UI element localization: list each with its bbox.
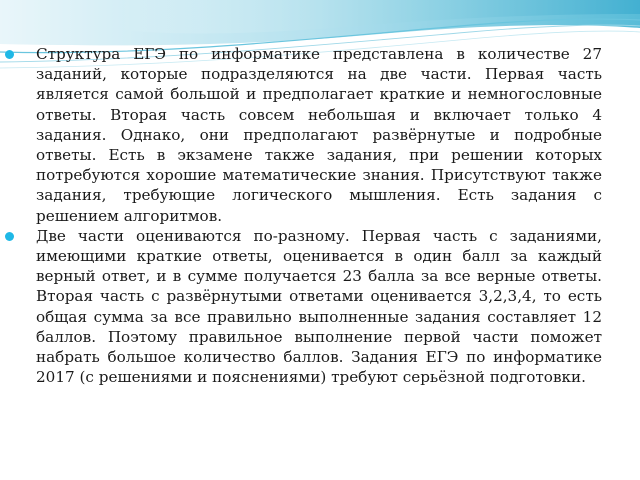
bullet-item-1: [36, 44, 602, 226]
slide-body: [36, 44, 602, 387]
bullet-item-2: [36, 226, 602, 388]
bullet-text-1: Структура ЕГЭ по информатике представлена в количестве 27 заданий, которые подразделяются на две части. Первая часть является самой большой и предполагает краткие и немногословные ответы. Вторая часть совсем небольшая и включает только 4 задания. Однако, они предполагают развёрнутые и подробные ответы. Есть в экзамене также задания, при решении которых потребуются хорошие математические знания. Присутствуют также задания, требующие логического мышления. Есть задания с решением алгоритмов.: [36, 45, 602, 225]
bullet-text-2: Две части оцениваются по-разному. Первая часть с заданиями, имеющими краткие ответы, оценивается в один балл за каждый верный ответ, и в сумме получается 23 балла за все верные ответы. Вторая часть с развёрнутыми ответами оценивается 3,2,3,4, то есть общая сумма за все правильно выполненные задания составляет 12 баллов. Поэтому правильное выполнение первой части поможет набрать большое количество баллов. Задания ЕГЭ по информатике 2017 (с решениями и пояснениями) требуют серьёзной подготовки.: [36, 226, 602, 387]
bullet-dot-icon: [5, 232, 14, 241]
bullet-dot-icon: [5, 50, 14, 59]
